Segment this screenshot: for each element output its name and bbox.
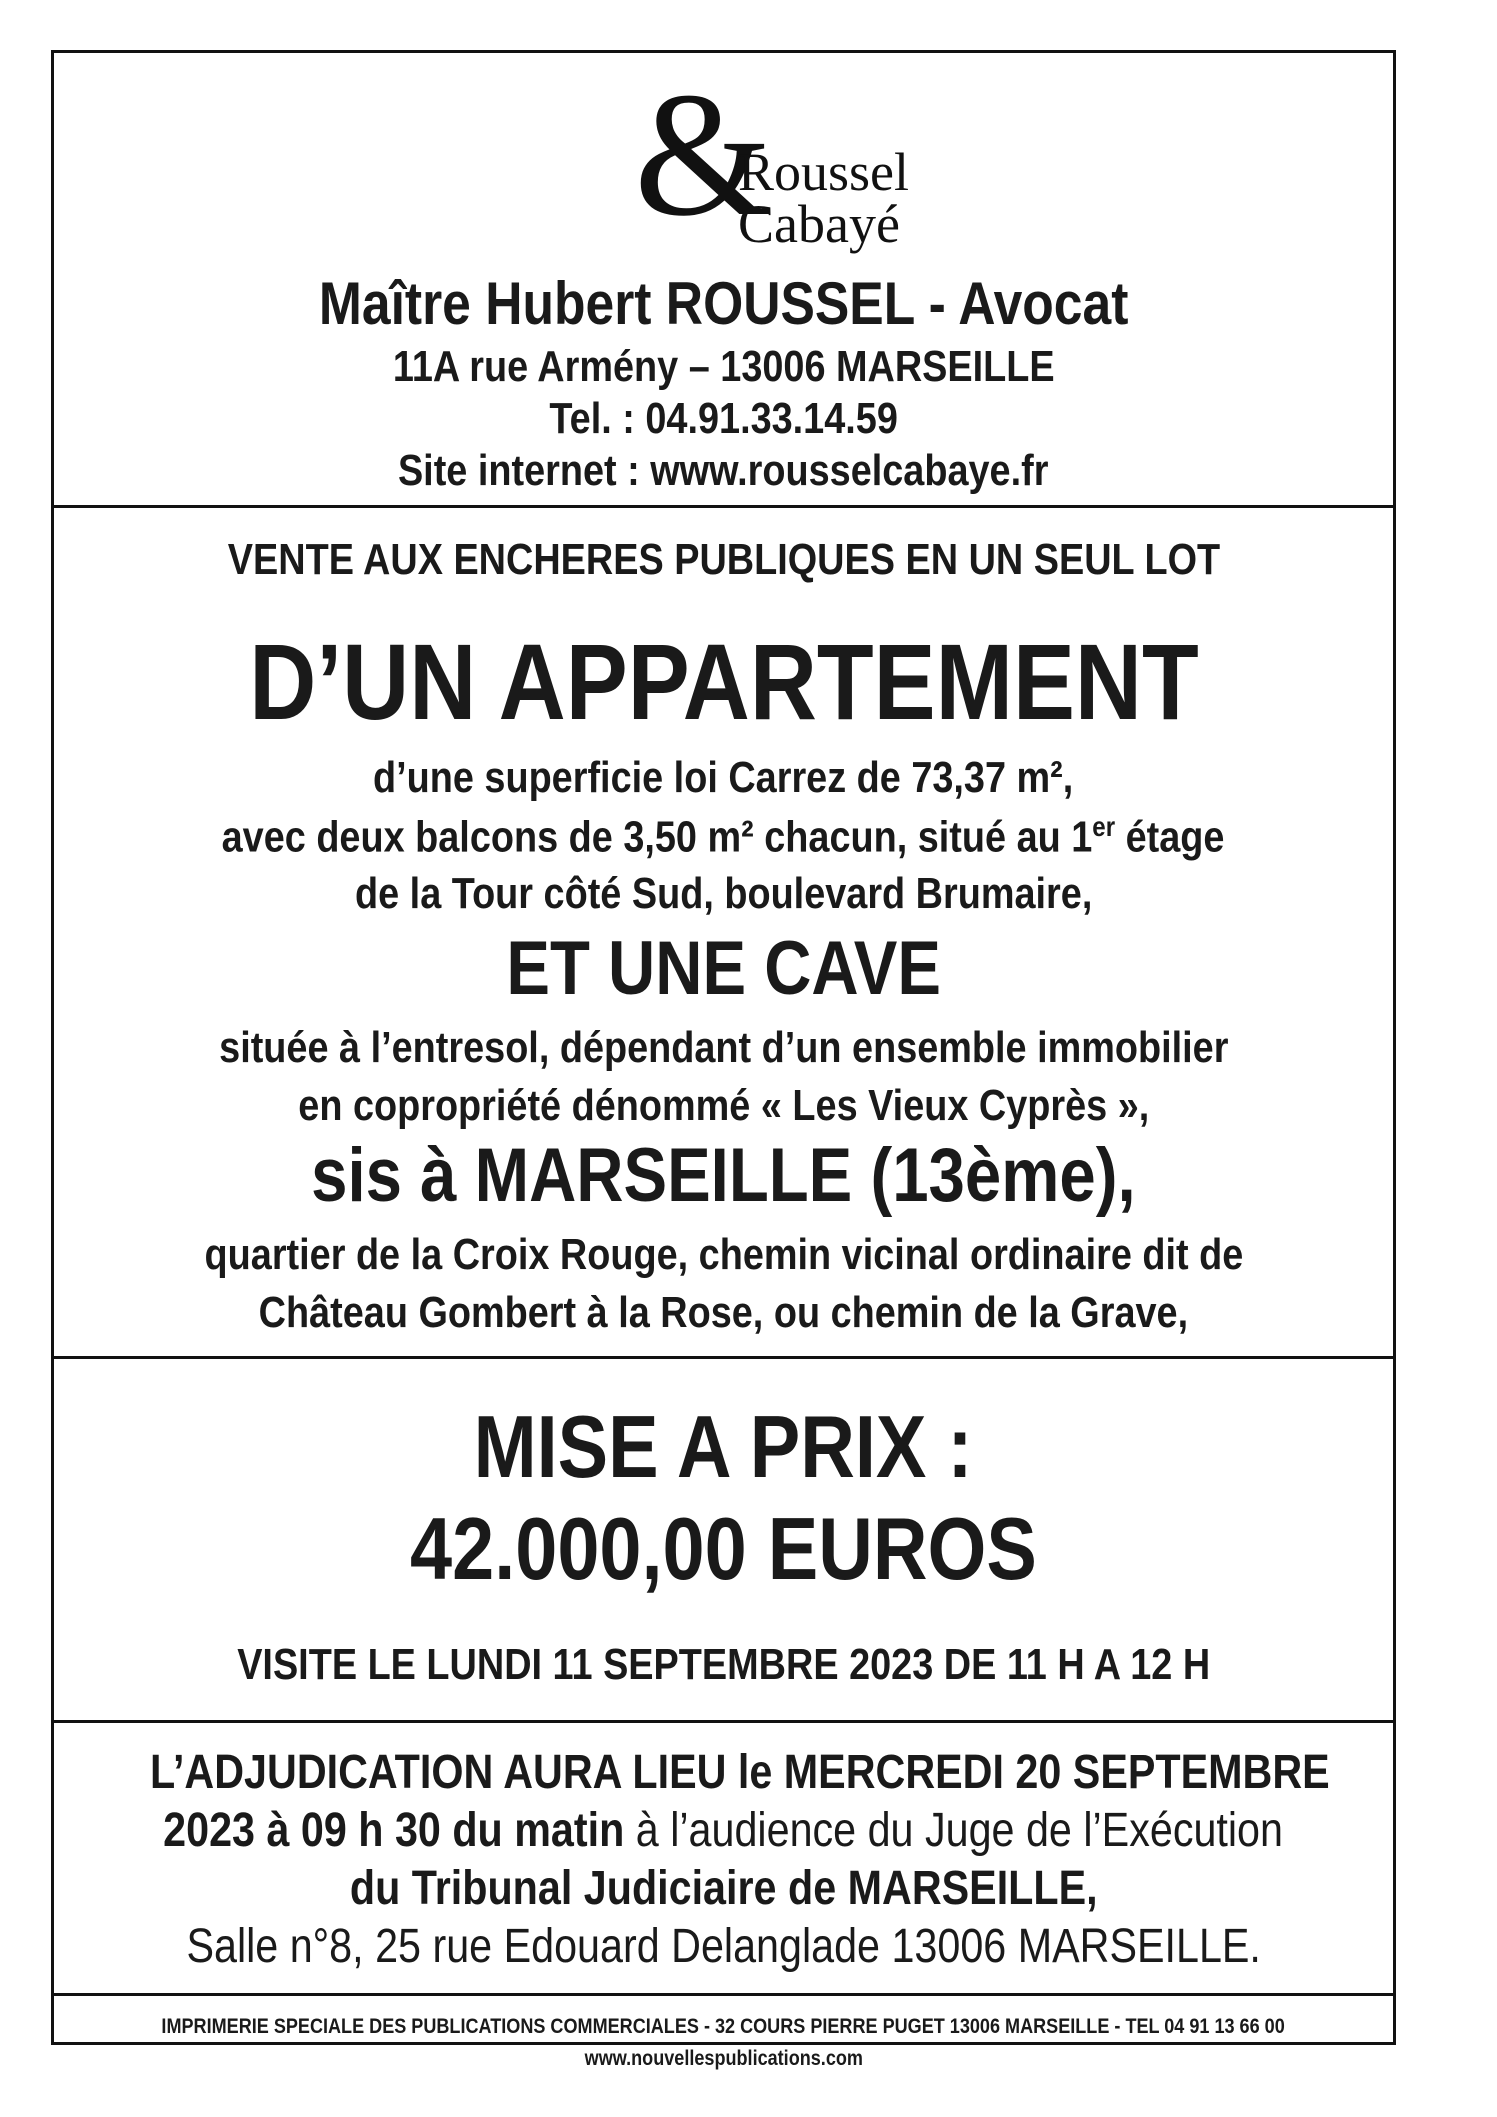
location-line1: quartier de la Croix Rouge, chemin vicinal ordinaire dit de [204,1230,1243,1279]
logo-name-line1: Roussel [738,142,910,202]
announcement-frame [51,50,1396,2070]
property-title: D’UN APPARTEMENT [248,621,1199,742]
cave-desc-line1: située à l’entresol, dépendant d’un ensemble immobilier [218,1023,1229,1072]
price-amount: 42.000,00 EUROS [410,1499,1037,1598]
location-line2: Château Gombert à la Rose, ou chemin de la Grave, [258,1288,1189,1337]
price-label: MISE A PRIX : [474,1397,973,1496]
printer-info: IMPRIMERIE SPECIALE DES PUBLICATIONS COMMERCIALES - 32 COURS PIERRE PUGET 13006 MARSEILLE - TEL 04 91 13 66 00 [161,2015,1286,2038]
divider-adjudication [54,1720,1393,1723]
lawyer-name: Maître Hubert ROUSSEL - Avocat [318,270,1129,337]
adjudication-line3: du Tribunal Judiciaire de MARSEILLE, [349,1862,1098,1915]
property-desc-line1: d’une superficie loi Carrez de 73,37 m², [373,753,1074,802]
superscript-er: er [1092,811,1116,842]
divider-price [54,1356,1393,1359]
roussel-cabaye-logo [634,55,974,273]
adjudication-line1: L’ADJUDICATION AURA LIEU le MERCREDI 20 SEPTEMBRE [150,1746,1330,1799]
divider-footer [54,1993,1393,1996]
sale-heading: VENTE AUX ENCHERES PUBLIQUES EN UN SEUL LOT [227,535,1220,584]
cave-desc-line2: en copropriété dénommé « Les Vieux Cyprès », [297,1081,1150,1130]
logo-ampersand: & [634,55,773,253]
cave-title: ET UNE CAVE [506,926,941,1011]
printer-website[interactable]: www.nouvellespublications.com [584,2047,863,2070]
visit-info: VISITE LE LUNDI 11 SEPTEMBRE 2023 DE 11 H A 12 H [237,1640,1210,1689]
adjudication-line2: 2023 à 09 h 30 du matin à l’audience du Juge de l’Exécution [163,1804,1284,1857]
logo-name-line2: Cabayé [738,194,900,254]
location-title: sis à MARSEILLE (13ème), [311,1133,1136,1218]
property-desc-line2: avec deux balcons de 3,50 m² chacun, situé au 1er étage [222,811,1225,862]
adjudication-line4: Salle n°8, 25 rue Edouard Delanglade 13006 MARSEILLE. [186,1920,1261,1973]
property-desc-line3: de la Tour côté Sud, boulevard Brumaire, [354,869,1093,918]
lawyer-phone: Tel. : 04.91.33.14.59 [549,394,898,443]
divider-header [54,505,1393,508]
lawyer-address: 11A rue Armény – 13006 MARSEILLE [392,342,1055,391]
lawyer-website: Site internet : www.rousselcabaye.fr [398,446,1049,495]
